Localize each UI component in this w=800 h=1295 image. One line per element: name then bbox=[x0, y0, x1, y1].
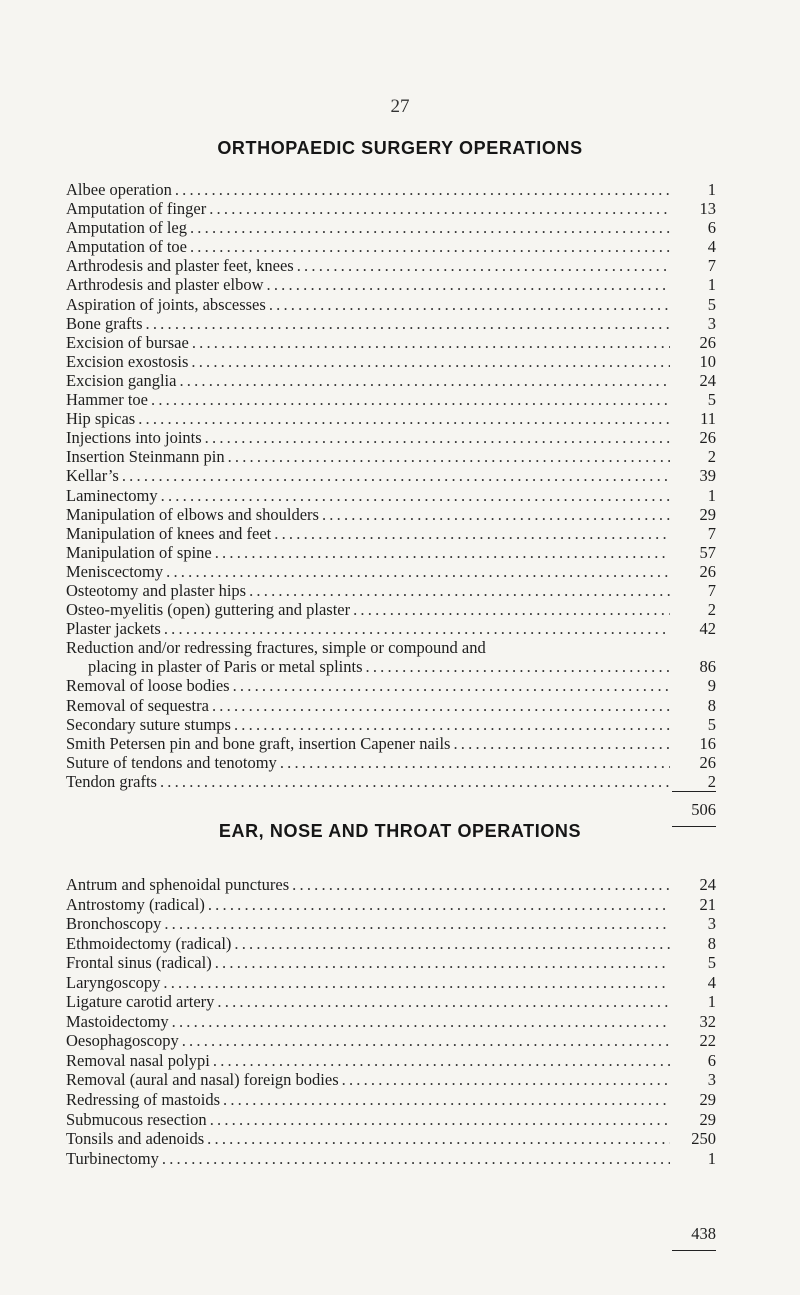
item-count: 11 bbox=[700, 409, 716, 429]
item-count: 1 bbox=[707, 1148, 716, 1168]
item-label: Meniscectomy bbox=[66, 561, 164, 581]
list-item bbox=[66, 256, 716, 275]
item-label: Insertion Steinmann pin bbox=[66, 447, 225, 467]
item-label: Excision ganglia bbox=[66, 370, 177, 390]
leader-dots bbox=[182, 1031, 670, 1050]
list-item bbox=[66, 505, 716, 524]
item-label: Secondary suture stumps bbox=[66, 714, 231, 734]
list-item bbox=[66, 772, 716, 791]
list-item bbox=[66, 875, 716, 895]
leader-dots bbox=[164, 914, 670, 933]
item-label: Removal (aural and nasal) foreign bodies bbox=[66, 1070, 339, 1090]
list-item bbox=[66, 934, 716, 954]
list-item bbox=[66, 524, 716, 543]
item-label: Antrostomy (radical) bbox=[66, 894, 205, 914]
leader-dots bbox=[215, 953, 670, 972]
item-label: Aspiration of joints, abscesses bbox=[66, 294, 266, 314]
list-item bbox=[66, 562, 716, 581]
leader-dots bbox=[190, 237, 670, 256]
item-label: Manipulation of elbows and shoulders bbox=[66, 504, 319, 524]
total-value: 506 bbox=[691, 800, 716, 819]
item-count: 16 bbox=[699, 733, 716, 753]
item-label: Bone grafts bbox=[66, 313, 143, 333]
item-count: 21 bbox=[699, 894, 716, 914]
item-label: Excision exostosis bbox=[66, 351, 189, 371]
item-label: placing in plaster of Paris or metal splints bbox=[88, 657, 363, 677]
item-count: 6 bbox=[707, 1050, 716, 1070]
leader-dots bbox=[205, 428, 670, 447]
list-item bbox=[66, 295, 716, 314]
leader-dots bbox=[163, 973, 670, 992]
item-label: Submucous resection bbox=[66, 1109, 207, 1129]
leader-dots bbox=[249, 581, 670, 600]
list-item bbox=[66, 753, 716, 772]
list-item bbox=[66, 715, 716, 734]
item-count: 29 bbox=[699, 504, 716, 524]
item-count: 22 bbox=[699, 1031, 716, 1051]
list-item bbox=[66, 409, 716, 428]
list-item bbox=[66, 1070, 716, 1090]
leader-dots bbox=[217, 992, 670, 1011]
total-rule-top bbox=[672, 791, 716, 792]
leader-dots bbox=[160, 772, 670, 791]
list-item bbox=[66, 428, 716, 447]
leader-dots bbox=[353, 600, 670, 619]
total-value: 438 bbox=[691, 1224, 716, 1243]
list-item bbox=[66, 973, 716, 993]
list-item bbox=[66, 447, 716, 466]
list-item bbox=[66, 486, 716, 505]
item-count: 57 bbox=[699, 542, 716, 562]
list-item bbox=[66, 1031, 716, 1051]
leader-dots bbox=[234, 715, 670, 734]
item-count: 3 bbox=[707, 1070, 716, 1090]
leader-dots bbox=[228, 447, 670, 466]
ent-operations-list bbox=[66, 875, 716, 1168]
list-item bbox=[66, 466, 716, 485]
item-label: Removal of sequestra bbox=[66, 695, 209, 715]
item-count: 13 bbox=[699, 199, 716, 219]
item-count: 42 bbox=[699, 619, 716, 639]
item-count: 4 bbox=[707, 972, 716, 992]
leader-dots bbox=[151, 390, 670, 409]
item-count: 2 bbox=[707, 771, 716, 791]
leader-dots bbox=[208, 895, 670, 914]
list-item bbox=[66, 237, 716, 256]
item-label: Plaster jackets bbox=[66, 619, 161, 639]
item-count: 7 bbox=[707, 256, 716, 276]
item-label: Kellar’s bbox=[66, 466, 119, 486]
item-count: 10 bbox=[699, 351, 716, 371]
leader-dots bbox=[297, 256, 670, 275]
list-item bbox=[66, 199, 716, 218]
list-item bbox=[66, 638, 716, 657]
list-item bbox=[66, 619, 716, 638]
orthopaedic-operations-list bbox=[66, 180, 716, 791]
leader-dots bbox=[233, 676, 670, 695]
leader-dots bbox=[292, 875, 670, 894]
item-label: Excision of bursae bbox=[66, 332, 189, 352]
item-label: Tonsils and adenoids bbox=[66, 1129, 205, 1149]
list-item bbox=[66, 275, 716, 294]
leader-dots bbox=[269, 295, 670, 314]
item-label: Hip spicas bbox=[66, 409, 136, 429]
leader-dots bbox=[192, 333, 670, 352]
leader-dots bbox=[207, 1129, 670, 1148]
item-count: 5 bbox=[707, 953, 716, 973]
list-item bbox=[66, 895, 716, 915]
item-label: Amputation of finger bbox=[66, 199, 207, 219]
item-label: Oesophagoscopy bbox=[66, 1031, 179, 1051]
item-label: Bronchoscopy bbox=[66, 914, 162, 934]
item-count: 2 bbox=[707, 600, 716, 620]
item-count: 1 bbox=[707, 275, 716, 295]
item-label: Mastoidectomy bbox=[66, 1011, 169, 1031]
item-count: 26 bbox=[699, 561, 716, 581]
leader-dots bbox=[322, 505, 670, 524]
list-item bbox=[66, 1149, 716, 1169]
leader-dots bbox=[234, 934, 670, 953]
item-label: Manipulation of spine bbox=[66, 542, 212, 562]
list-item bbox=[66, 1110, 716, 1130]
item-count: 250 bbox=[691, 1129, 716, 1149]
item-label: Osteotomy and plaster hips bbox=[66, 580, 247, 600]
list-item bbox=[66, 676, 716, 695]
item-count: 6 bbox=[707, 218, 716, 238]
leader-dots bbox=[213, 1051, 670, 1070]
item-count: 29 bbox=[699, 1090, 716, 1110]
item-count: 7 bbox=[707, 580, 716, 600]
leader-dots bbox=[175, 180, 670, 199]
item-count: 1 bbox=[707, 180, 716, 199]
item-label: Removal nasal polypi bbox=[66, 1050, 210, 1070]
item-label: Amputation of toe bbox=[66, 237, 187, 257]
item-count: 32 bbox=[699, 1011, 716, 1031]
list-item bbox=[66, 1090, 716, 1110]
list-item bbox=[66, 314, 716, 333]
item-count: 29 bbox=[699, 1109, 716, 1129]
leader-dots bbox=[210, 1110, 670, 1129]
list-item bbox=[66, 333, 716, 352]
item-count: 3 bbox=[707, 914, 716, 934]
leader-dots bbox=[267, 275, 671, 294]
item-label: Removal of loose bodies bbox=[66, 676, 230, 696]
leader-dots bbox=[366, 657, 671, 676]
list-item bbox=[66, 581, 716, 600]
item-count: 86 bbox=[699, 657, 716, 677]
leader-dots bbox=[122, 466, 670, 485]
leader-dots bbox=[342, 1070, 670, 1089]
item-count: 24 bbox=[699, 875, 716, 894]
item-label: Albee operation bbox=[66, 180, 172, 199]
leader-dots bbox=[280, 753, 670, 772]
item-count: 26 bbox=[699, 428, 716, 448]
list-item bbox=[66, 914, 716, 934]
list-item bbox=[66, 352, 716, 371]
item-label: Turbinectomy bbox=[66, 1148, 159, 1168]
section-title-ent: EAR, NOSE AND THROAT OPERATIONS bbox=[218, 821, 582, 841]
leader-dots bbox=[146, 314, 670, 333]
list-item bbox=[66, 657, 716, 676]
item-label: Arthrodesis and plaster elbow bbox=[66, 275, 264, 295]
item-count: 5 bbox=[707, 390, 716, 410]
list-item bbox=[66, 390, 716, 409]
list-item bbox=[66, 543, 716, 562]
item-label: Arthrodesis and plaster feet, knees bbox=[66, 256, 294, 276]
item-label: Frontal sinus (radical) bbox=[66, 953, 212, 973]
list-item bbox=[66, 734, 716, 753]
item-label: Antrum and sphenoidal punctures bbox=[66, 875, 290, 894]
item-count: 9 bbox=[707, 676, 716, 696]
section-title-orthopaedic: ORTHOPAEDIC SURGERY OPERATIONS bbox=[217, 138, 583, 158]
leader-dots bbox=[172, 1012, 670, 1031]
item-label: Laminectomy bbox=[66, 485, 158, 505]
list-item bbox=[66, 600, 716, 619]
item-count: 26 bbox=[699, 752, 716, 772]
item-label: Smith Petersen pin and bone graft, insertion Capener nails bbox=[66, 733, 451, 753]
item-label: Osteo-myelitis (open) guttering and plaster bbox=[66, 600, 351, 620]
list-item bbox=[66, 180, 716, 199]
list-item bbox=[66, 218, 716, 237]
item-count: 26 bbox=[699, 332, 716, 352]
total-rule-bottom bbox=[672, 1250, 716, 1251]
item-count: 39 bbox=[699, 466, 716, 486]
leader-dots bbox=[453, 734, 670, 753]
item-label: Amputation of leg bbox=[66, 218, 187, 238]
item-label: Suture of tendons and tenotomy bbox=[66, 752, 277, 772]
leader-dots bbox=[161, 486, 670, 505]
item-label: Laryngoscopy bbox=[66, 972, 161, 992]
item-count: 4 bbox=[707, 237, 716, 257]
leader-dots bbox=[162, 1149, 670, 1168]
item-count: 1 bbox=[707, 485, 716, 505]
page-number: 27 bbox=[390, 96, 410, 117]
leader-dots bbox=[274, 524, 670, 543]
item-count: 24 bbox=[699, 370, 716, 390]
leader-dots bbox=[209, 199, 670, 218]
list-item bbox=[66, 1051, 716, 1071]
list-item bbox=[66, 371, 716, 390]
item-label: Tendon grafts bbox=[66, 771, 157, 791]
item-count: 5 bbox=[707, 714, 716, 734]
item-label: Ligature carotid artery bbox=[66, 992, 215, 1012]
item-count: 1 bbox=[707, 992, 716, 1012]
item-label: Manipulation of knees and feet bbox=[66, 523, 272, 543]
leader-dots bbox=[138, 409, 670, 428]
leader-dots bbox=[179, 371, 670, 390]
leader-dots bbox=[191, 352, 670, 371]
item-count: 5 bbox=[707, 294, 716, 314]
leader-dots bbox=[212, 696, 670, 715]
leader-dots bbox=[215, 543, 670, 562]
item-label: Injections into joints bbox=[66, 428, 202, 448]
item-label: Ethmoidectomy (radical) bbox=[66, 933, 232, 953]
item-label: Hammer toe bbox=[66, 390, 149, 410]
leader-dots bbox=[164, 619, 670, 638]
item-count: 8 bbox=[707, 695, 716, 715]
item-label: Redressing of mastoids bbox=[66, 1090, 220, 1110]
ent-total bbox=[650, 1224, 716, 1251]
list-item bbox=[66, 696, 716, 715]
list-item bbox=[66, 992, 716, 1012]
item-count: 3 bbox=[707, 313, 716, 333]
leader-dots bbox=[190, 218, 670, 237]
leader-dots bbox=[223, 1090, 670, 1109]
list-item bbox=[66, 1012, 716, 1032]
item-count: 8 bbox=[707, 933, 716, 953]
leader-dots bbox=[166, 562, 670, 581]
list-item bbox=[66, 1129, 716, 1149]
list-item bbox=[66, 953, 716, 973]
item-count: 7 bbox=[707, 523, 716, 543]
item-count: 2 bbox=[707, 447, 716, 467]
item-label: Reduction and/or redressing fractures, simple or compound and bbox=[66, 638, 486, 658]
